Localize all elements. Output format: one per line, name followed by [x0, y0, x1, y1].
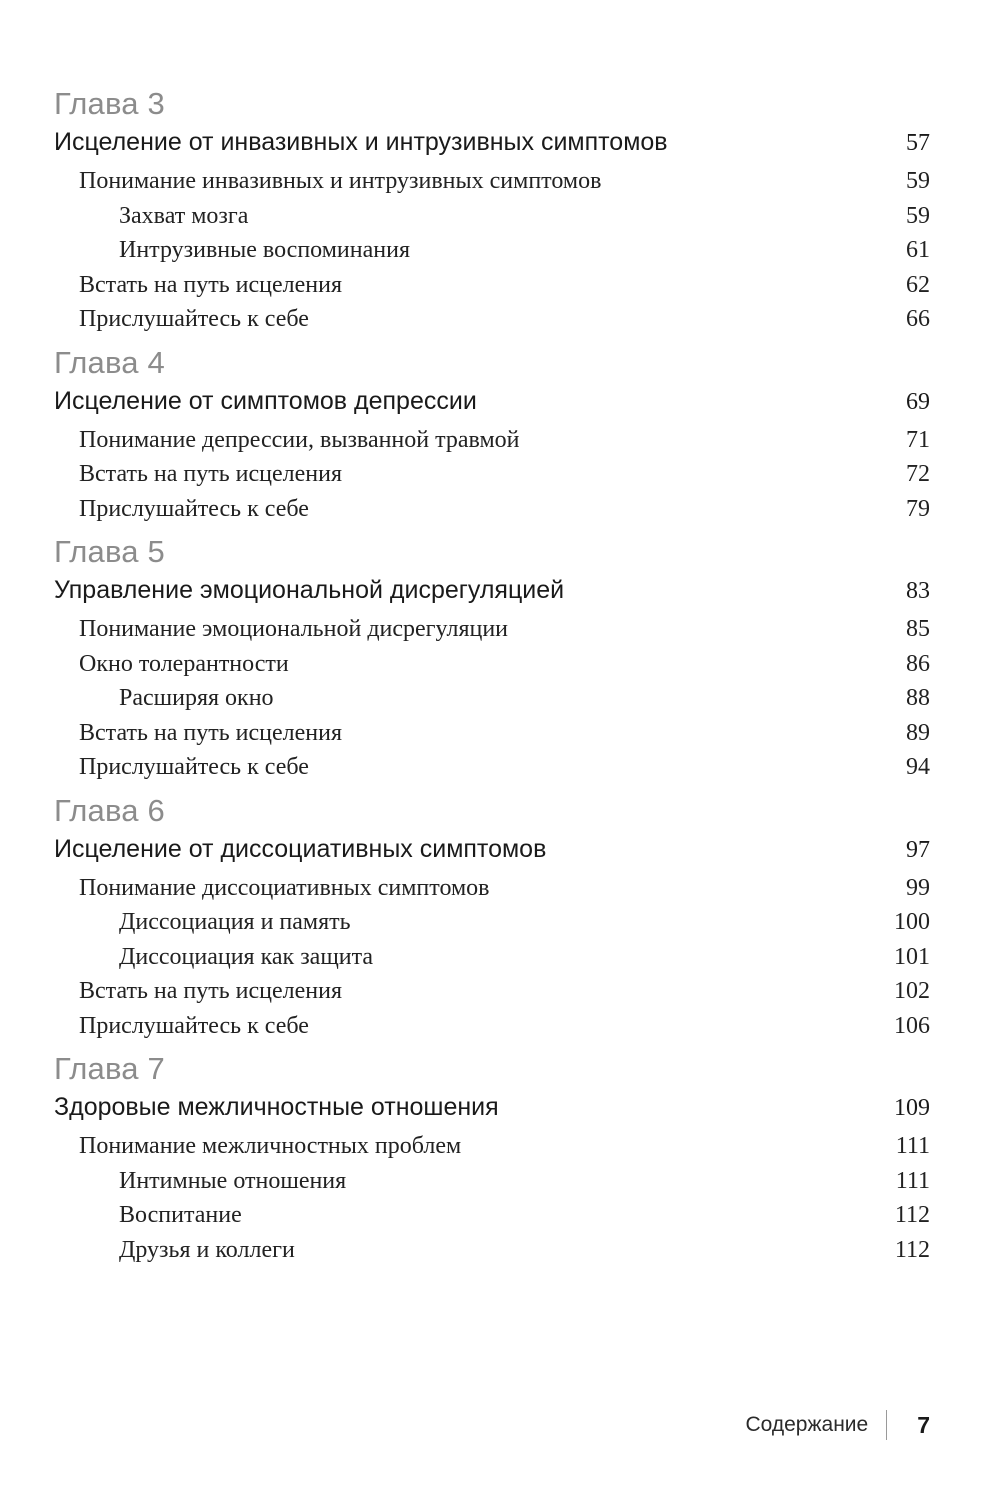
chapter-title: Управление эмоциональной дисрегуляцией [54, 576, 565, 604]
chapter-label: Глава 6 [54, 792, 165, 828]
toc-entry-title: Понимание межличностных проблем [79, 1133, 462, 1159]
toc-subsection-row[interactable] [54, 905, 930, 940]
toc-entry-page-number: 71 [906, 426, 930, 453]
toc-entry-title: Понимание инвазивных и интрузивных симптомов [79, 168, 602, 194]
toc-section-row[interactable] [54, 164, 930, 199]
toc-entry-title: Понимание эмоциональной дисрегуляции [79, 616, 509, 642]
toc-entry-title: Воспитание [119, 1202, 242, 1228]
toc-subsection-row[interactable] [54, 1233, 930, 1268]
chapter-label: Глава 4 [54, 344, 165, 380]
toc-section-row[interactable] [54, 1129, 930, 1164]
running-header-label: Содержание [745, 1413, 869, 1436]
toc-section-row[interactable] [54, 423, 930, 458]
toc-entry-title: Прислушайтесь к себе [79, 754, 309, 780]
table-of-contents [54, 86, 930, 1275]
chapter-page-number: 83 [906, 578, 930, 604]
chapter-block [54, 534, 930, 785]
chapter-block [54, 1051, 930, 1267]
toc-entry-title: Прислушайтесь к себе [79, 306, 309, 332]
toc-section-row[interactable] [54, 492, 930, 527]
toc-section-row[interactable] [54, 871, 930, 906]
toc-entry-title: Захват мозга [119, 202, 249, 229]
toc-section-row[interactable] [54, 750, 930, 785]
toc-subsection-row[interactable] [54, 681, 930, 716]
toc-entry-title: Диссоциация и память [119, 909, 351, 935]
toc-section-row[interactable] [54, 268, 930, 303]
toc-entry-title: Интимные отношения [119, 1167, 347, 1194]
chapter-page-number: 69 [906, 388, 930, 415]
toc-entry-page-number: 89 [906, 719, 930, 746]
chapter-title-row[interactable] [54, 383, 930, 419]
toc-entry-page-number: 61 [906, 237, 930, 263]
toc-section-row[interactable] [54, 974, 930, 1009]
chapter-title-row[interactable] [54, 831, 930, 867]
toc-subsection-row[interactable] [54, 1198, 930, 1233]
toc-entry-page-number: 100 [894, 909, 930, 935]
toc-entry-page-number: 62 [906, 271, 930, 298]
toc-entry-title: Встать на путь исцеления [79, 719, 343, 746]
chapter-title-row[interactable] [54, 1089, 930, 1125]
toc-entry-page-number: 111 [895, 1167, 930, 1194]
toc-entry-page-number: 85 [906, 616, 930, 642]
toc-entry-page-number: 102 [894, 978, 930, 1004]
chapter-block [54, 345, 930, 527]
footer-divider [886, 1410, 887, 1440]
toc-entry-page-number: 66 [906, 306, 930, 332]
toc-section-row[interactable] [54, 457, 930, 492]
toc-entry-title: Встать на путь исцеления [79, 461, 343, 487]
toc-subsection-row[interactable] [54, 940, 930, 975]
chapter-label: Глава 5 [54, 534, 165, 569]
chapter-title: Здоровые межличностные отношения [54, 1093, 499, 1121]
chapter-label: Глава 7 [54, 1051, 165, 1086]
toc-entry-title: Прислушайтесь к себе [79, 1012, 309, 1039]
toc-section-row[interactable] [54, 302, 930, 337]
toc-entry-title: Понимание диссоциативных симптомов [79, 874, 490, 901]
toc-entry-title: Диссоциация как защита [119, 943, 374, 970]
toc-entry-page-number: 106 [894, 1012, 930, 1039]
toc-entry-page-number: 79 [906, 495, 930, 522]
toc-entry-page-number: 112 [894, 1202, 930, 1228]
chapter-page-number: 97 [906, 836, 930, 863]
toc-entry-title: Окно толерантности [79, 650, 289, 677]
toc-entry-page-number: 72 [906, 461, 930, 487]
toc-entry-page-number: 111 [895, 1133, 930, 1159]
toc-entry-title: Прислушайтесь к себе [79, 495, 309, 522]
toc-subsection-row[interactable] [54, 199, 930, 234]
toc-entry-title: Друзья и коллеги [119, 1236, 295, 1263]
toc-entry-page-number: 112 [894, 1236, 930, 1263]
page-footer [745, 1408, 930, 1442]
toc-section-row[interactable] [54, 612, 930, 647]
chapter-page-number: 57 [906, 130, 930, 156]
chapter-label: Глава 3 [54, 86, 165, 121]
chapter-title-row[interactable] [54, 124, 930, 160]
toc-entry-page-number: 86 [906, 650, 930, 677]
toc-subsection-row[interactable] [54, 1164, 930, 1199]
toc-entry-page-number: 59 [906, 168, 930, 194]
chapter-title: Исцеление от диссоциативных симптомов [54, 834, 547, 863]
toc-subsection-row[interactable] [54, 233, 930, 268]
toc-entry-title: Понимание депрессии, вызванной травмой [79, 426, 520, 453]
toc-section-row[interactable] [54, 1009, 930, 1044]
toc-entry-page-number: 99 [906, 874, 930, 901]
chapter-title: Исцеление от инвазивных и интрузивных симптомов [54, 128, 668, 156]
toc-entry-page-number: 94 [906, 754, 930, 780]
chapter-title: Исцеление от симптомов депрессии [54, 386, 477, 415]
toc-section-row[interactable] [54, 647, 930, 682]
page-number: 7 [917, 1411, 930, 1438]
toc-entry-page-number: 88 [906, 685, 930, 711]
toc-entry-page-number: 101 [894, 943, 930, 970]
chapter-title-row[interactable] [54, 572, 930, 608]
toc-section-row[interactable] [54, 716, 930, 751]
toc-entry-title: Встать на путь исцеления [79, 978, 343, 1004]
chapter-page-number: 109 [894, 1095, 930, 1121]
toc-entry-page-number: 59 [906, 202, 930, 229]
chapter-block [54, 793, 930, 1044]
toc-entry-title: Расширяя окно [119, 685, 274, 711]
toc-entry-title: Интрузивные воспоминания [119, 237, 410, 263]
chapter-block [54, 86, 930, 337]
toc-entry-title: Встать на путь исцеления [79, 271, 343, 298]
